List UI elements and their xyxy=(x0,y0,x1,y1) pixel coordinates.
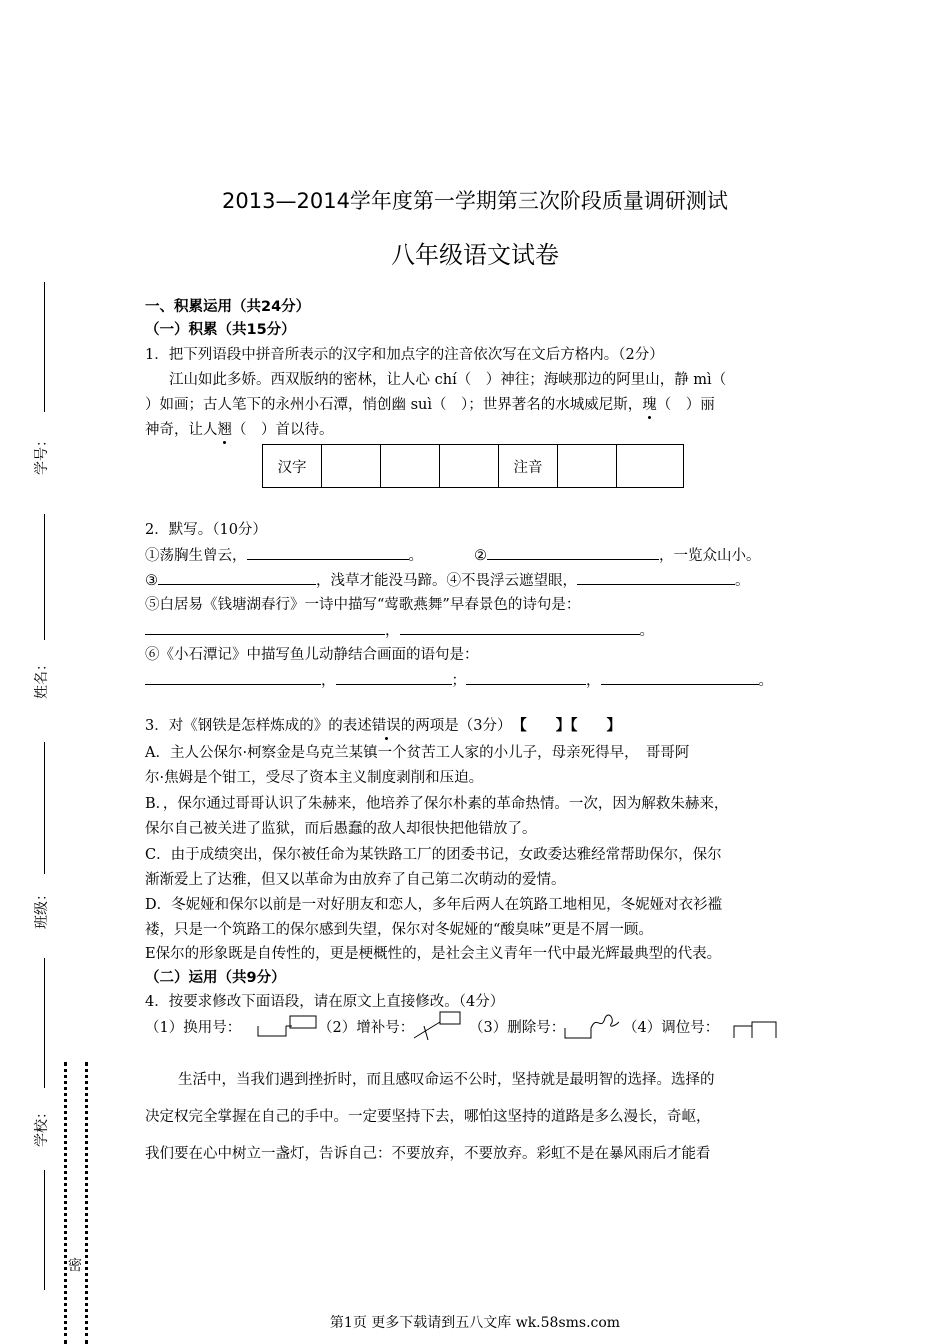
insert-mark-icon xyxy=(412,1010,464,1042)
q4-passage-line2: 决定权完全掌握在自己的手中。一定要坚持下去，哪怕这坚持的道路是多么漫长，奇岖， xyxy=(145,1109,711,1125)
section-heading: 一、积累运用（共24分） xyxy=(145,299,311,315)
grid-cell[interactable] xyxy=(381,445,440,488)
xingming-label: 姓名： xyxy=(34,657,50,699)
grid-label-zhuyin: 注音 xyxy=(499,445,558,488)
q3-option-c: C．由于成绩突出，保尔被任命为某铁路工厂的团委书记，女政委达雅经常帮助保尔，保尔 xyxy=(145,847,722,863)
seal-dotted-line xyxy=(85,1062,88,1344)
delete-mark-icon xyxy=(563,1010,623,1044)
q3-option-a-cont: 尔·焦姆是个钳工，受尽了资本主义制度剥削和压迫。 xyxy=(145,770,484,786)
xuehao-label: 学号： xyxy=(34,433,50,475)
blank-line[interactable] xyxy=(466,670,586,685)
grid-cell[interactable] xyxy=(617,445,684,488)
seal-dotted-line xyxy=(64,1062,67,1344)
subsection-heading: （二）运用（共9分） xyxy=(145,970,286,986)
binding-line xyxy=(44,282,45,412)
answer-brackets[interactable]: 【 】【 】 xyxy=(519,718,621,734)
blank-line[interactable] xyxy=(145,670,321,685)
binding-line xyxy=(44,1170,45,1290)
dotted-char: 瑰 xyxy=(642,397,657,413)
q3-option-b-cont: 保尔自己被关进了监狱，而后愚蠢的敌人却很快把他错放了。 xyxy=(145,821,537,837)
blank-line[interactable] xyxy=(247,545,409,560)
blank-line[interactable] xyxy=(400,620,640,635)
q3-option-d-cont: 褛，只是一个筑路工的保尔感到失望，保尔对冬妮娅的“酸臭味”更是不屑一顾。 xyxy=(145,922,653,938)
q2-prompt: 2．默写。（10分） xyxy=(145,522,267,538)
q4-mark-3: （3）删除号： xyxy=(469,1020,566,1036)
q1-prompt: 1．把下列语段中拼音所表示的汉字和加点字的注音依次写在文后方格内。（2分） xyxy=(145,347,664,363)
blank-line[interactable] xyxy=(487,545,659,560)
q2-item6-answer: ， ； ， 。 xyxy=(145,670,773,691)
xuexiao-label: 学校： xyxy=(34,1105,50,1147)
exam-subtitle: 八年级语文试卷 xyxy=(391,241,559,269)
q3-option-b: B．，保尔通过哥哥认识了朱赫来，他培养了保尔朴素的革命热情。一次，因为解救朱赫来， xyxy=(145,796,729,812)
dotted-char: 翘 xyxy=(217,422,232,438)
binding-line xyxy=(44,742,45,874)
q2-item6: ⑥《小石潭记》中描写鱼儿动静结合画面的语句是： xyxy=(145,647,479,663)
grid-cell[interactable] xyxy=(558,445,617,488)
subsection-heading: （一）积累（共15分） xyxy=(145,322,296,338)
q1-line1: 江山如此多娇。西双版纳的密林，让人心 chí（ ）神往；海峡那边的阿里山，静 mì（ xyxy=(169,372,727,388)
grid-cell[interactable] xyxy=(322,445,381,488)
q1-line3: 神奇，让人翘（ ）首以待。 xyxy=(145,422,334,438)
q2-item3: ③ ，浅草才能没马蹄。④不畏浮云遮望眼， 。 xyxy=(145,570,750,591)
reorder-mark-icon xyxy=(730,1016,782,1042)
binding-line xyxy=(44,514,45,640)
q4-passage-line3: 我们要在心中树立一盏灯，告诉自己：不要放弃，不要放弃。彩虹不是在暴风雨后才能看 xyxy=(145,1146,711,1162)
q3-option-e: E保尔的形象既是自传性的，更是梗概性的，是社会主义青年一代中最光辉最典型的代表。 xyxy=(145,946,722,962)
blank-line[interactable] xyxy=(336,670,452,685)
q3-option-c-cont: 渐渐爱上了达雅，但又以革命为由放弃了自己第二次萌动的爱情。 xyxy=(145,872,566,888)
q4-mark-1: （1）换用号： xyxy=(145,1020,242,1036)
q3-option-a: A．主人公保尔·柯察金是乌克兰某镇一个贫苦工人家的小儿子，母亲死得早， 哥哥阿 xyxy=(145,745,690,761)
q2-item5-answer: ， 。 xyxy=(145,620,654,641)
q3-prompt: 3．对《钢铁是怎样炼成的》的表述错误的两项是（3分） 【 】【 】 xyxy=(145,718,621,734)
answer-grid xyxy=(262,444,684,488)
blank-line[interactable] xyxy=(601,670,759,685)
q3-option-d: D．冬妮娅和保尔以前是一对好朋友和恋人，多年后两人在筑路工地相见，冬妮娅对衣衫褴 xyxy=(145,897,723,913)
grid-cell[interactable] xyxy=(440,445,499,488)
q2-item1: ①荡胸生曾云， 。 xyxy=(145,545,423,566)
q4-passage-line1: 生活中，当我们遇到挫折时，而且感叹命运不公时，坚持就是最明智的选择。选择的 xyxy=(178,1072,715,1088)
q4-mark-2: （2）增补号： xyxy=(318,1020,415,1036)
q2-item5: ⑤白居易《钱塘湖春行》一诗中描写“莺歌燕舞”早春景色的诗句是： xyxy=(145,597,581,613)
q4-mark-4: （4）调位号： xyxy=(623,1020,720,1036)
exam-title: 2013—2014学年度第一学期第三次阶段质量调研测试 xyxy=(222,189,728,213)
banji-label: 班级： xyxy=(34,887,50,929)
mi-label: 密 xyxy=(67,1255,83,1275)
replace-mark-icon xyxy=(256,1014,318,1040)
blank-line[interactable] xyxy=(577,570,735,585)
q1-line2: ）如画；古人笔下的永州小石潭，悄创幽 suì（ ）；世界著名的水城威尼斯，瑰（ ）丽 xyxy=(145,397,715,413)
blank-line[interactable] xyxy=(145,620,385,635)
grid-label-hanzi: 汉字 xyxy=(263,445,322,488)
binding-line xyxy=(44,958,45,1088)
blank-line[interactable] xyxy=(158,570,316,585)
q2-item2: ② ，一览众山小。 xyxy=(474,545,761,566)
q4-prompt: 4．按要求修改下面语段，请在原文上直接修改。（4分） xyxy=(145,994,505,1010)
page-footer: 第1页 更多下载请到五八文库 wk.58sms.com xyxy=(329,1315,621,1331)
